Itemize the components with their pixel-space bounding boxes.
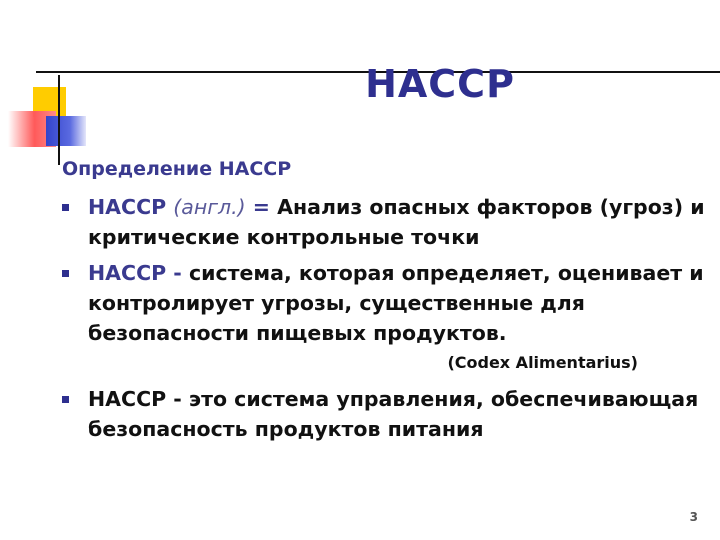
bullet-term: HACCP <box>88 195 167 219</box>
vertical-rule <box>58 75 60 165</box>
bullet-term: HACCP - <box>88 261 182 285</box>
bullet-item-management <box>58 384 718 444</box>
bullet-marker <box>62 270 69 277</box>
bullet-item-definition <box>58 192 718 252</box>
slide-title: HACCP <box>365 62 515 106</box>
bullet-list <box>58 192 718 450</box>
page-number: 3 <box>689 510 698 524</box>
bullet-qualifier: (англ.) <box>173 195 246 219</box>
bullet-marker <box>62 396 69 403</box>
source-citation: (Codex Alimentarius) <box>447 353 638 372</box>
bullet-item-system <box>58 258 718 378</box>
bullet-text: Анализ опасных факторов (угроз) и критические контрольные точки <box>88 195 705 249</box>
section-subtitle: Определение HACCP <box>62 158 292 180</box>
logo-decoration <box>0 70 110 170</box>
bullet-marker <box>62 204 69 211</box>
bullet-text: система, которая определяет, оценивает и контролирует угрозы, существенные для безопасности пищевых продуктов. <box>88 261 704 345</box>
bullet-text: HACCP - это система управления, обеспечивающая безопасность продуктов питания <box>88 387 699 441</box>
blue-square <box>46 116 86 146</box>
bullet-separator: = <box>245 195 278 219</box>
